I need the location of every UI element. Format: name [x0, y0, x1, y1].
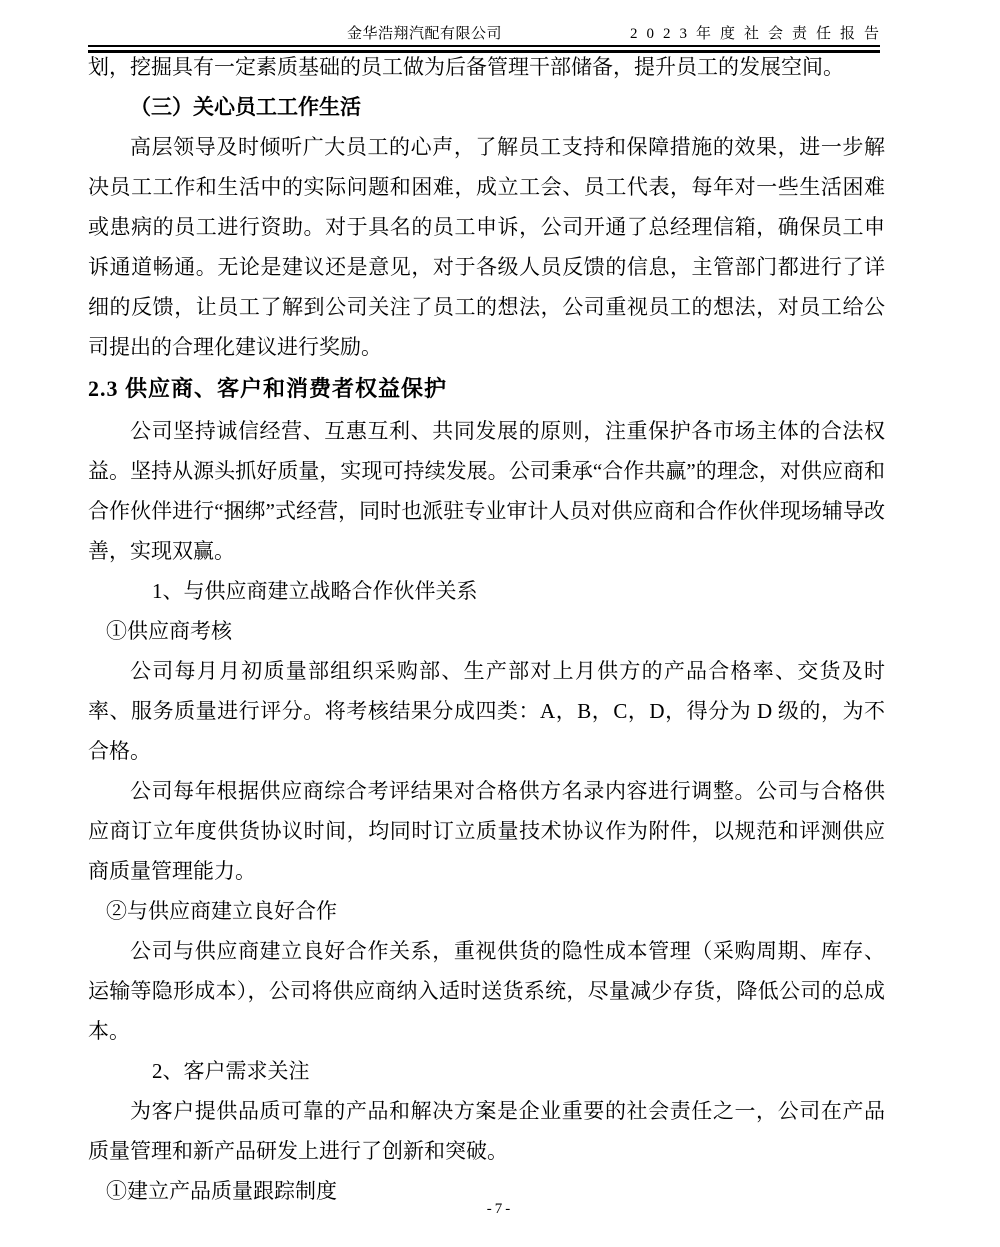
paragraph-integrity-principle: 公司坚持诚信经营、互惠互利、共同发展的原则，注重保护各市场主体的合法权益。坚持从源头抓好质量，实现可持续发展。公司秉承“合作共赢”的理念，对供应商和合作伙伴进行“捆绑”式经营，同时也派驻专业审计人员对供应商和合作伙伴现场辅导改善，实现双赢。 — [88, 419, 885, 563]
paragraph-assessment-adjustment: 公司每年根据供应商综合考评结果对合格供方名录内容进行调整。公司与合格供应商订立年度供货协议时间，均同时订立质量技术协议作为附件，以规范和评测供应商质量管理能力。 — [88, 779, 885, 883]
header-report-title: 2023年度社会责任报告 — [629, 26, 888, 42]
list-item-1-strategic-partnership: 1、与供应商建立战略合作伙伴关系 — [152, 579, 478, 603]
heading-2-3-supplier-customer-rights: 2.3 供应商、客户和消费者权益保护 — [88, 376, 448, 401]
list-item-quality-tracking: ①建立产品质量跟踪制度 — [106, 1179, 337, 1203]
page-header — [88, 22, 888, 46]
list-item-supplier-assessment: ①供应商考核 — [106, 619, 232, 643]
heading-section-three: （三）关心员工工作生活 — [130, 95, 361, 119]
paragraph-continuation: 划，挖掘具有一定素质基础的员工做为后备管理干部储备，提升员工的发展空间。 — [88, 55, 844, 79]
list-item-2-customer-needs: 2、客户需求关注 — [152, 1059, 310, 1083]
page-number: -7- — [486, 1201, 514, 1217]
document-body — [88, 47, 885, 1211]
header-company-name: 金华浩翔汽配有限公司 — [347, 26, 503, 42]
list-item-supplier-cooperation: ②与供应商建立良好合作 — [106, 899, 337, 923]
paragraph-employee-care: 高层领导及时倾听广大员工的心声，了解员工支持和保障措施的效果，进一步解决员工工作和生活中的实际问题和困难，成立工会、员工代表，每年对一些生活困难或患病的员工进行资助。对于具名的员工申诉，公司开通了总经理信箱，确保员工申诉通道畅通。无论是建议还是意见，对于各级人员反馈的信息，主管部门都进行了详细的反馈，让员工了解到公司关注了员工的想法，公司重视员工的想法，对员工给公司提出的合理化建议进行奖励。 — [88, 135, 885, 359]
paragraph-customer-responsibility: 为客户提供品质可靠的产品和解决方案是企业重要的社会责任之一，公司在产品质量管理和新产品研发上进行了创新和突破。 — [88, 1099, 885, 1163]
page-footer — [0, 1199, 1000, 1219]
paragraph-assessment-scoring: 公司每月月初质量部组织采购部、生产部对上月供方的产品合格率、交货及时率、服务质量进行评分。将考核结果分成四类：A，B，C，D，得分为 D 级的，为不合格。 — [88, 659, 885, 763]
paragraph-cooperation-cost: 公司与供应商建立良好合作关系，重视供货的隐性成本管理（采购周期、库存、运输等隐形成本），公司将供应商纳入适时送货系统，尽量减少存货，降低公司的总成本。 — [88, 939, 885, 1043]
